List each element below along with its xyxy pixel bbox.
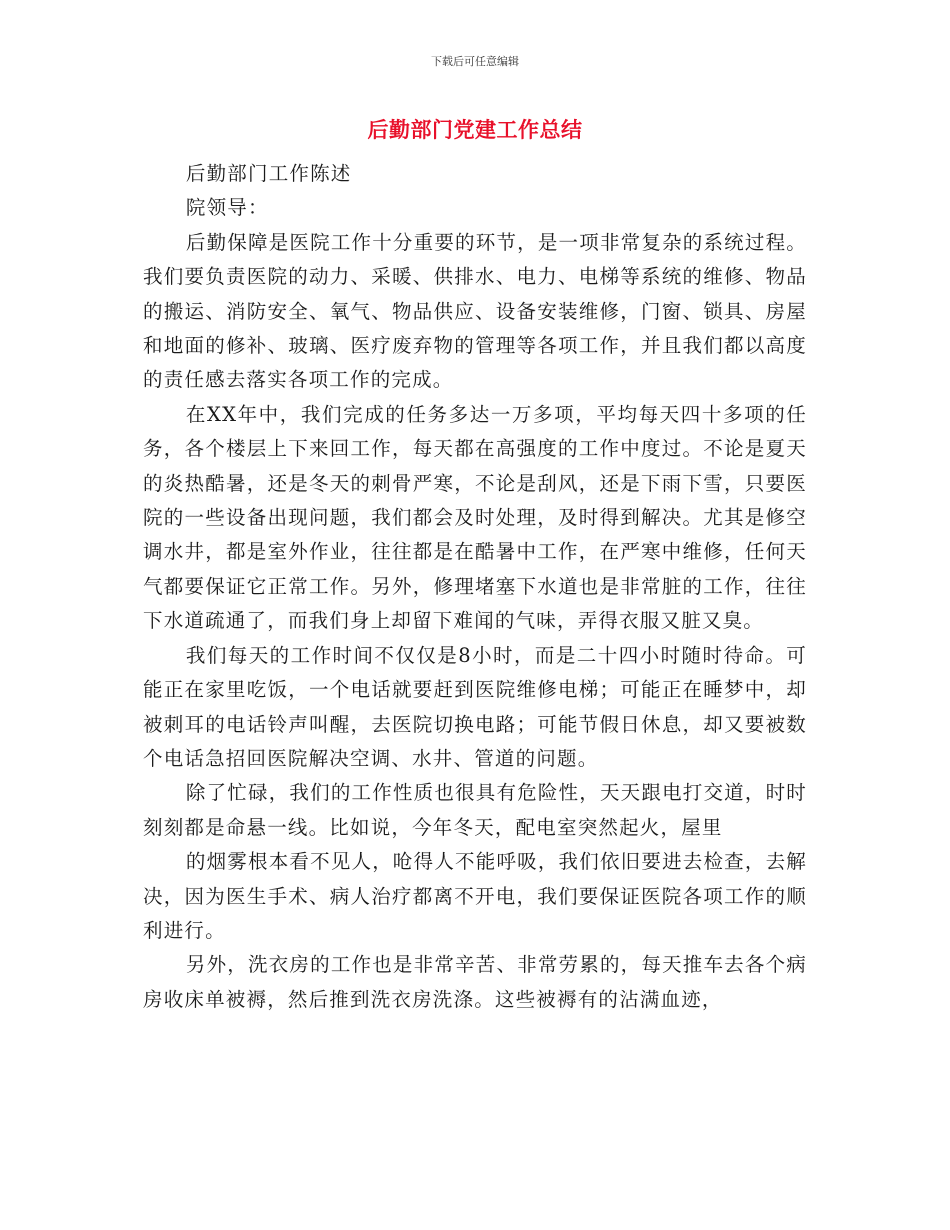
paragraph-4: 除了忙碌，我们的工作性质也很具有危险性，天天跟电打交道，时时刻刻都是命悬一线。比如说，今年冬天，配电室突然起火，屋里	[143, 781, 807, 839]
paragraph-3: 我们每天的工作时间不仅仅是8小时，而是二十四小时随时待命。可能正在家里吃饭，一个电话就要赶到医院维修电梯；可能正在睡梦中，却被刺耳的电话铃声叫醒，去医院切换电路；可能节假日休息，却又要被数个电话急招回医院解决空调、水井、管道的问题。	[143, 643, 807, 770]
header-note: 下载后可任意编辑	[431, 55, 519, 68]
salutation: 院领导：	[185, 196, 269, 220]
paragraph-5: 的烟雾根本看不见人，呛得人不能呼吸，我们依旧要进去检查，去解决，因为医生手术、病人治疗都离不开电，我们要保证医院各项工作的顺利进行。	[143, 850, 807, 942]
paragraph-2: 在XX年中，我们完成的任务多达一万多项，平均每天四十多项的任务，各个楼层上下来回工作，每天都在高强度的工作中度过。不论是夏天的炎热酷暑，还是冬天的刺骨严寒，不论是刮风，还是下雨下雪，只要医院的一些设备出现问题，我们都会及时处理，及时得到解决。尤其是修空调水井，都是室外作业，往往都是在酷暑中工作，在严寒中维修，任何天气都要保证它正常工作。另外，修理堵塞下水道也是非常脏的工作，往往下水道疏通了，而我们身上却留下难闻的气味，弄得衣服又脏又臭。	[143, 402, 807, 633]
document-title: 后勤部门党建工作总结	[367, 118, 583, 142]
document-body	[143, 157, 807, 1017]
document-subtitle: 后勤部门工作陈述	[185, 162, 352, 185]
paragraph-1: 后勤保障是医院工作十分重要的环节，是一项非常复杂的系统过程。我们要负责医院的动力、采暖、供排水、电力、电梯等系统的维修、物品的搬运、消防安全、氧气、物品供应、设备安装维修，门窗、锁具、房屋和地面的修补、玻璃、医疗废弃物的管理等各项工作，并且我们都以高度的责任感去落实各项工作的完成。	[143, 230, 807, 392]
paragraph-6: 另外，洗衣房的工作也是非常辛苦、非常劳累的，每天推车去各个病房收床单被褥，然后推到洗衣房洗涤。这些被褥有的沾满血迹，	[143, 953, 807, 1011]
